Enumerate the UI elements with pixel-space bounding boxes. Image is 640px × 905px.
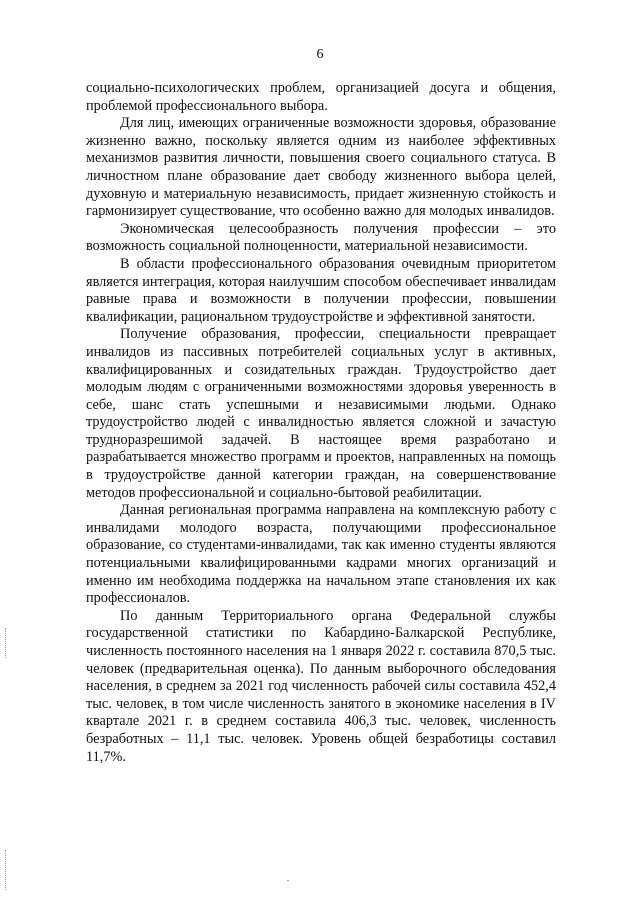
paragraph-education-importance: Для лиц, имеющих ограниченные возможности здоровья, образование жизненно важно, поскольку является одним из наиболее эффективных механизмов развития личности, повышения своего социального статуса. В личностном плане образование дает свободу жизненного выбора целей, духовную и материальную независимость, придает жизненную стойкость и гармонизирует существование, что особенно важно для молодых инвалидов. [86, 115, 556, 220]
paragraph-continuation: социально-психологических проблем, организацией досуга и общения, проблемой профессионального выбора. [86, 80, 556, 114]
document-body [86, 80, 556, 766]
paragraph-economic-feasibility: Экономическая целесообразность получения профессии – это возможность социальной полноценности, материальной независимости. [86, 220, 556, 255]
paragraph-employment: Получение образования, профессии, специальности превращает инвалидов из пассивных потребителей социальных услуг в активных, квалифицированных и созидательных граждан. Трудоустройство дает молодым людям с ограниченными возможностями здоровья уверенность в себе, шанс стать успешными и независимыми людьми. Однако трудоустройство людей с инвалидностью является сложной и зачастую трудноразрешимой задачей. В настоящее время разработано и разрабатывается множество программ и проектов, направленных на помощь в трудоустройстве данной категории граждан, на совершенствование методов профессиональной и социально-бытовой реабилитации. [86, 326, 556, 501]
scan-edge-mark [5, 628, 7, 658]
scan-speck [287, 880, 289, 881]
scan-edge-mark [5, 850, 7, 890]
page-number: 6 [316, 47, 324, 62]
paragraph-program-aim: Данная региональная программа направлена на комплексную работу с инвалидами молодого возраста, получающими профессиональное образование, со студентами-инвалидами, так как именно студенты являются потенциальными квалифицированными кадрами многих организаций и именно им необходима поддержка на начальном этапе становления их как профессионалов. [86, 502, 556, 607]
paragraph-integration-priority: В области профессионального образования очевидным приоритетом является интеграция, которая наилучшим способом обеспечивает инвалидам равные права и возможности в получении профессии, повышении квалификации, рациональном трудоустройстве и эффективной занятости. [86, 255, 556, 325]
paragraph-statistics: По данным Территориального органа Федеральной службы государственной статистики по Кабардино-Балкарской Республике, численность постоянного населения на 1 января 2022 г. составила 870,5 тыс. человек (предварительная оценка). По данным выборочного обследования населения, в среднем за 2021 год численность рабочей силы составила 452,4 тыс. человек, в том числе численность занятого в экономике населения в IV квартале 2021 г. в среднем составила 406,3 тыс. человек, численность безработных – 11,1 тыс. человек. Уровень общей безработицы составил 11,7%. [86, 607, 556, 765]
